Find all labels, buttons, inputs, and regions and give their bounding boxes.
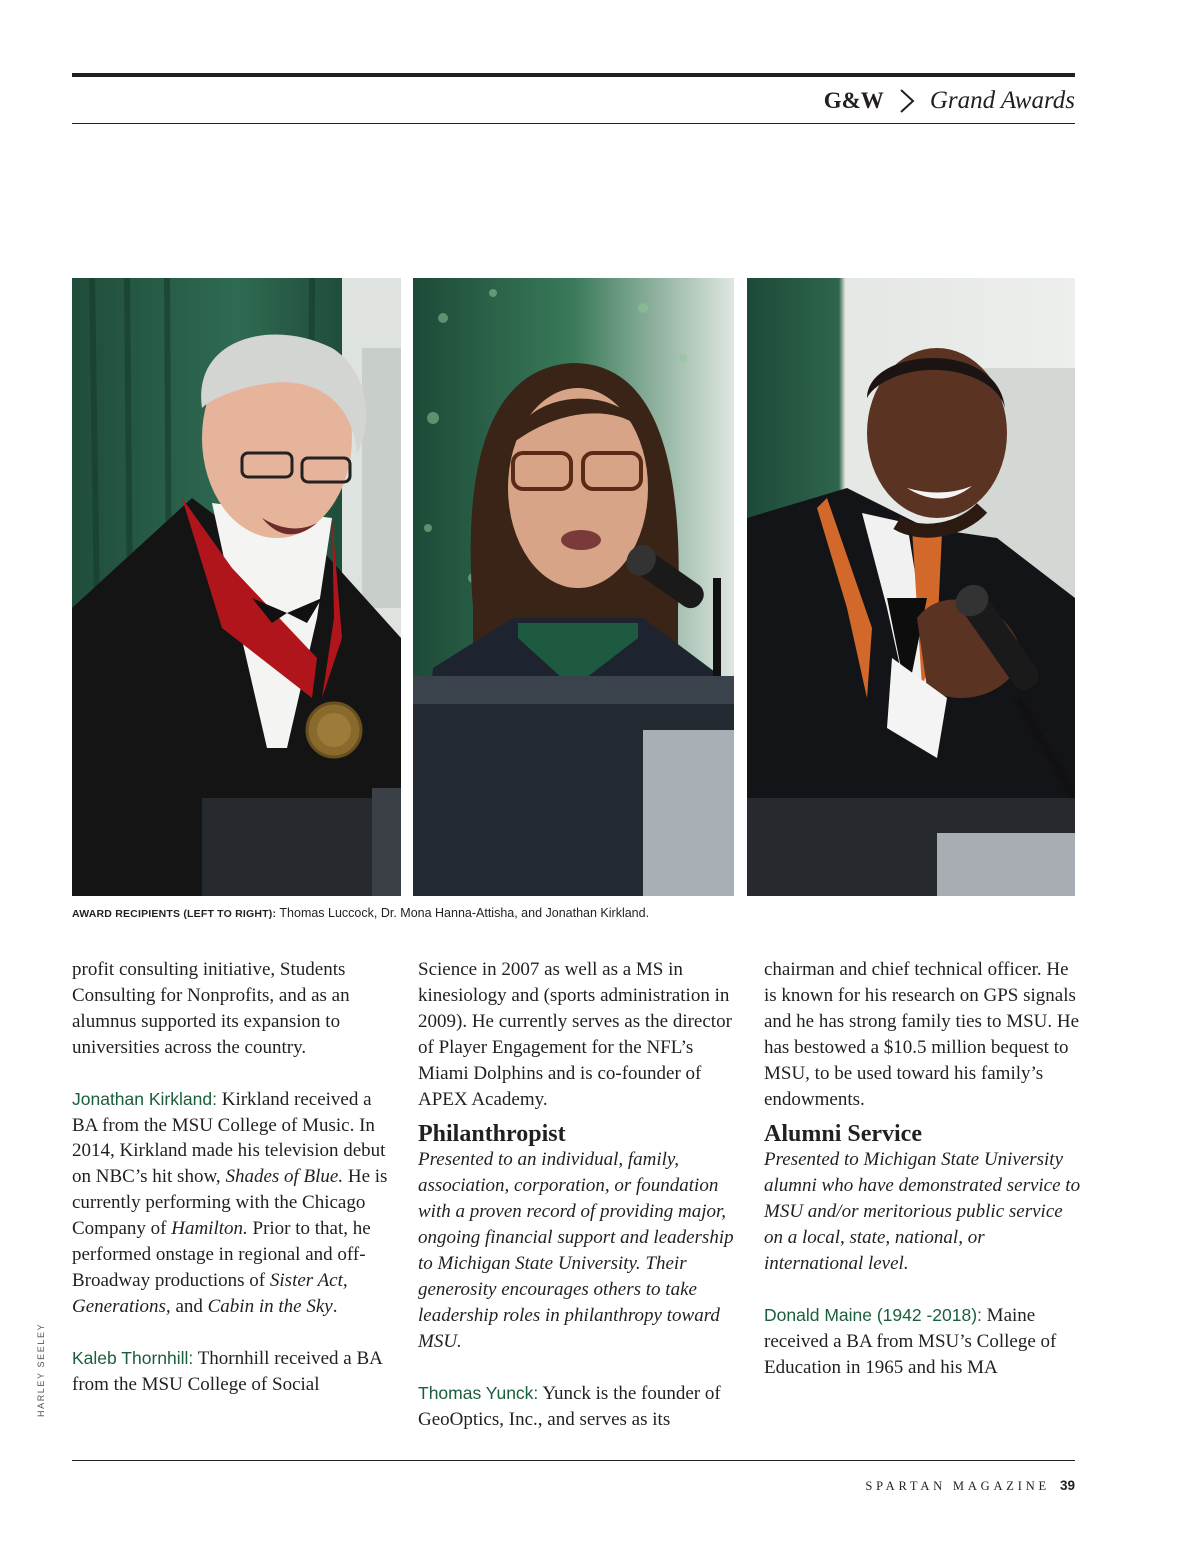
body-text: Prior to that, he performed onstage in regional and off-Broadway productions of (72, 1218, 371, 1291)
paragraph-kirkland (72, 1087, 392, 1320)
paragraph-intro: chairman and chief technical officer. He is known for his research on GPS signals and he has strong family ties to MSU. He has bestowed a $10.5 million bequest to MSU, to be used toward his family’s endowments. (764, 959, 1080, 1110)
award-description: Presented to an individual, family, association, corporation, or foundation with a proven record of providing major, ongoing financial support and leadership to Michigan State University. Their generosity encourages others to take leadership roles in philanthropy toward MSU. (418, 1149, 734, 1352)
chevron-right-icon (894, 87, 920, 115)
page-footer (865, 1478, 1075, 1494)
paragraph-intro: profit consulting initiative, Students Consulting for Nonprofits, and as an alumnus supported its expansion to universities across the country. (72, 959, 350, 1058)
text-column-1 (72, 957, 392, 1398)
caption-lead: AWARD RECIPIENTS (LEFT TO RIGHT): (72, 908, 277, 920)
show-title: Hamilton. (171, 1218, 248, 1240)
show-title: Shades of Blue. (225, 1166, 344, 1188)
photo-credit: HARLEY SEELEY (36, 1322, 46, 1417)
photo-thomas-luccock (72, 278, 401, 896)
award-description: Presented to Michigan State University alumni who have demonstrated service to MSU and/or meritorious public service on a local, state, national, or international level. (764, 1149, 1081, 1275)
subsection-label: Grand Awards (929, 87, 1075, 114)
recipient-name: Kaleb Thornhill: (72, 1347, 194, 1368)
paragraph-intro: Science in 2007 as well as a MS in kinesiology and (sports administration in 2009). He currently serves as the director of Player Engagement for the NFL’s Miami Dolphins and is co-founder of APEX Academy. (418, 959, 732, 1110)
body-text: and (170, 1295, 208, 1317)
recipient-name: Thomas Yunck: (418, 1382, 539, 1403)
body-text: Maine received a BA from MSU’s College of Education in 1965 and his MA (764, 1304, 1057, 1378)
show-title: Sister Act, Generations, (72, 1269, 348, 1317)
header-rule (72, 123, 1075, 124)
paragraph-maine (764, 1303, 1084, 1381)
page-number: 39 (1059, 1478, 1075, 1493)
paragraph-thornhill (72, 1346, 392, 1398)
footer-rule (72, 1460, 1075, 1461)
recipient-name: Donald Maine (1942 -2018): (764, 1304, 982, 1325)
section-label: G&W (823, 88, 884, 113)
recipient-name: Jonathan Kirkland: (72, 1088, 217, 1109)
caption-text: Thomas Luccock, Dr. Mona Hanna-Attisha, and Jonathan Kirkland. (276, 906, 650, 920)
text-column-2 (418, 957, 738, 1433)
photo-mona-hanna-attisha (413, 278, 734, 896)
photo-caption (72, 906, 1075, 920)
body-text: . (332, 1295, 338, 1317)
award-title: Philanthropist (418, 1121, 566, 1148)
award-title: Alumni Service (764, 1121, 922, 1148)
body-text: He is currently performing with the Chicago Company of (72, 1166, 388, 1240)
magazine-name: SPARTAN MAGAZINE (865, 1479, 1050, 1493)
body-text: Yunck is the founder of GeoOptics, Inc., and serves as its (418, 1382, 721, 1430)
text-column-3 (764, 957, 1084, 1381)
top-rule (72, 73, 1075, 77)
body-text: Kirkland received a BA from the MSU College of Music. In 2014, Kirkland made his television debut on NBC’s hit show, (72, 1088, 386, 1188)
show-title: Cabin in the Sky (207, 1295, 333, 1317)
body-text: Thornhill received a BA from the MSU College of Social (72, 1347, 382, 1395)
section-header (824, 86, 1075, 116)
photo-jonathan-kirkland (747, 278, 1075, 896)
paragraph-yunck (418, 1381, 738, 1433)
